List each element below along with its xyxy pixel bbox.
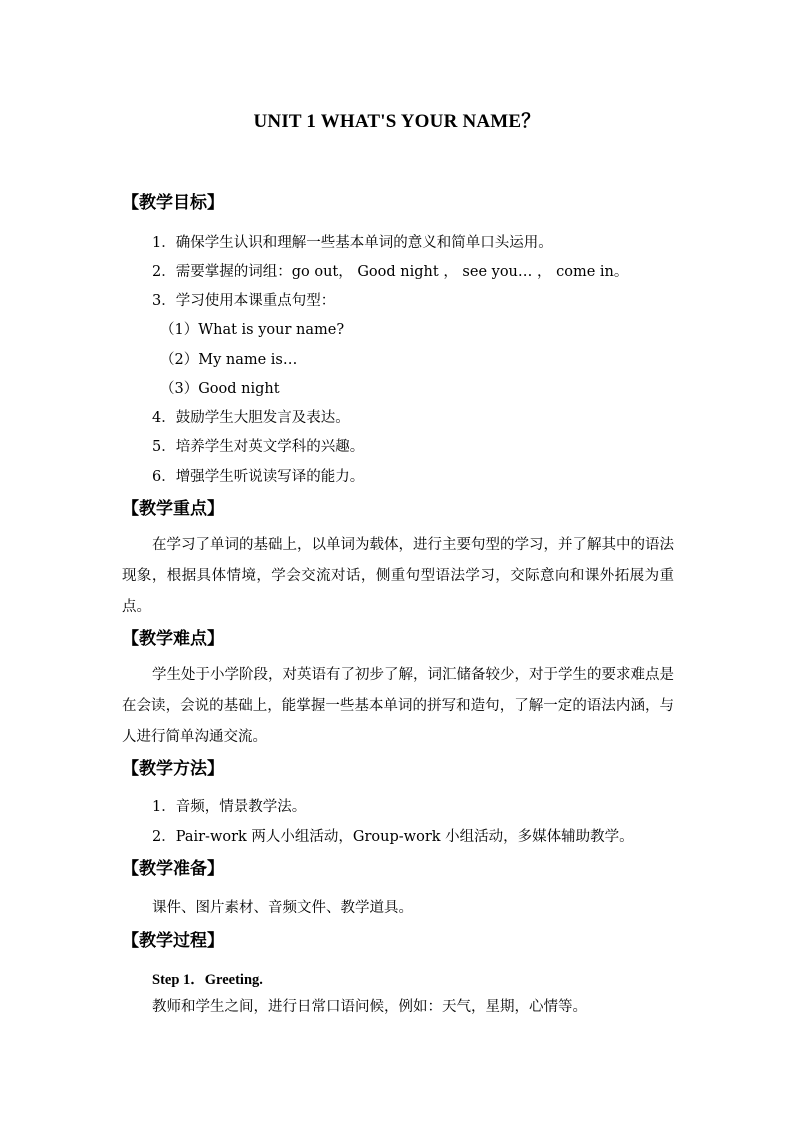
heading-method: 【教学方法】 [122,759,224,779]
method-item-1: 1．音频，情景教学法。 [152,799,307,815]
difficulty-paragraph: 学生处于小学阶段，对英语有了初步了解，词汇储备较少，对于学生的要求难点是在会读，会说的基础上，能掌握一些基本单词的拼写和造句，了解一定的语法内涵，与人进行简单沟通交流。 [122,667,674,745]
goal-item-2: 2．需要掌握的词组：go out， Good night ， see you… ， come in。 [152,264,629,280]
step1-title: Step 1．Greeting. [152,972,263,988]
goal-item-4: 4．鼓励学生大胆发言及表达。 [152,410,350,426]
focus-paragraph: 在学习了单词的基础上，以单词为载体，进行主要句型的学习，并了解其中的语法现象，根据具体情境，学会交流对话，侧重句型语法学习，交际意向和课外拓展为重点。 [122,537,674,615]
prep-text: 课件、图片素材、音频文件、教学道具。 [152,900,413,916]
heading-difficulty: 【教学难点】 [122,629,224,649]
goal-item-6: 6．增强学生听说读写译的能力。 [152,469,365,485]
heading-focus: 【教学重点】 [122,499,224,519]
heading-goals: 【教学目标】 [122,193,224,213]
method-item-2: 2．Pair-work 两人小组活动，Group-work 小组活动，多媒体辅助教学。 [152,829,634,845]
goal-item-5: 5．培养学生对英文学科的兴趣。 [152,439,365,455]
heading-process: 【教学过程】 [122,931,224,951]
heading-prep: 【教学准备】 [122,859,224,879]
document-title: UNIT 1 WHAT'S YOUR NAME？ [253,111,541,132]
goal-subitem-2: （2）My name is… [160,352,298,368]
goal-item-1: 1．确保学生认识和理解一些基本单词的意义和简单口头运用。 [152,235,553,251]
goal-subitem-3: （3）Good night [160,381,280,397]
goal-subitem-1: （1）What is your name? [160,322,345,338]
goal-item-3: 3．学习使用本课重点句型： [152,293,336,309]
step1-text: 教师和学生之间，进行日常口语问候，例如：天气，星期，心情等。 [152,999,587,1015]
